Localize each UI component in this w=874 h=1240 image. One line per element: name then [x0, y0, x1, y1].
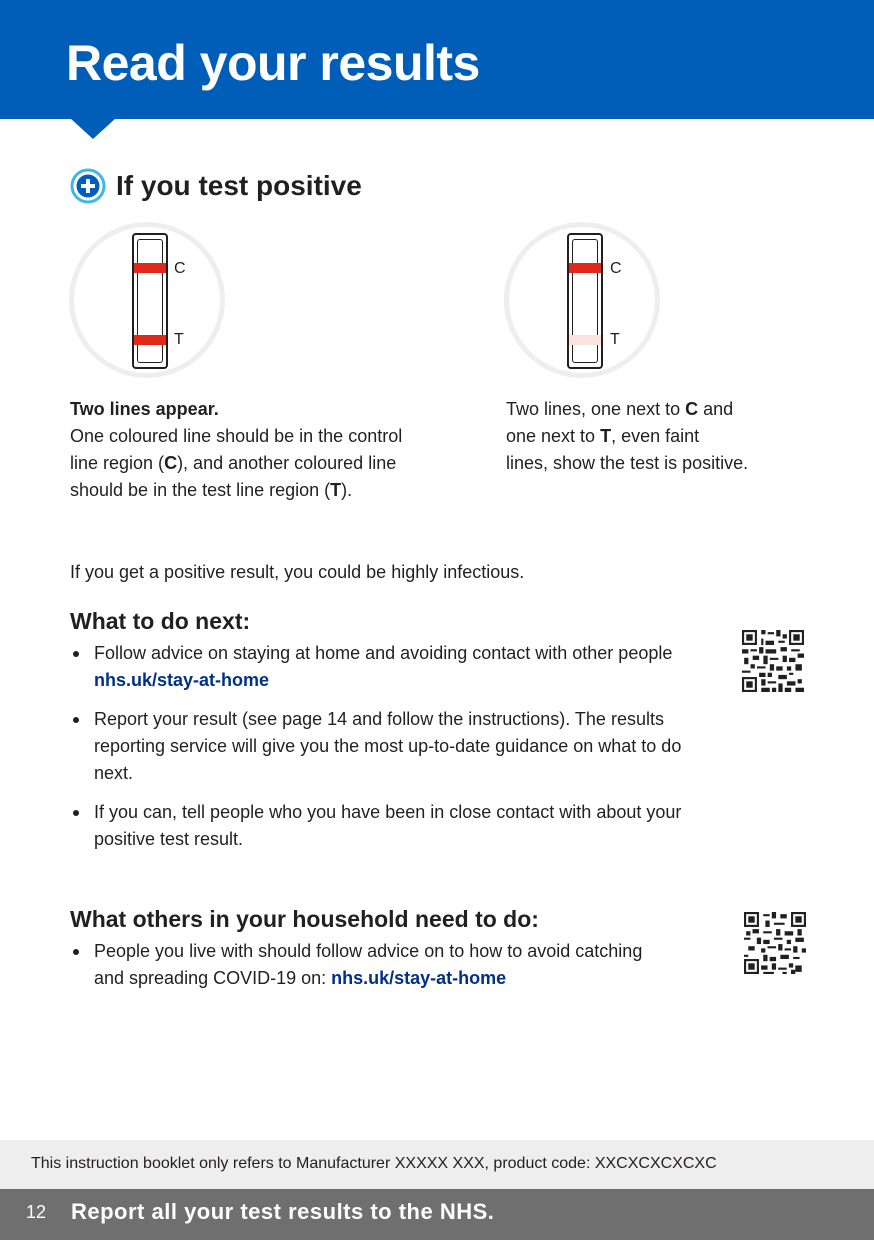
next-steps-list	[70, 640, 690, 865]
caption-line: lines, show the test is positive.	[506, 453, 749, 473]
plus-circle-icon	[70, 168, 106, 204]
test-strip-right	[567, 233, 603, 369]
page-number: 12	[26, 1202, 47, 1222]
test-strip-left	[132, 233, 168, 369]
footer-text: Report all your test results to the NHS.	[71, 1199, 495, 1224]
list-item: Report your result (see page 14 and follow the instructions). The results reporting service will give you the most up-to-date guidance on what to do next.	[70, 706, 690, 787]
disclaimer-text: This instruction booklet only refers to Manufacturer XXXXX XXX, product code: XXCXCXCXCXC	[31, 1155, 717, 1172]
infectious-note: If you get a positive result, you could be highly infectious.	[70, 562, 525, 582]
section-heading	[70, 168, 362, 204]
household-heading: What others in your household need to do:	[70, 906, 539, 932]
test-label: T	[610, 331, 620, 348]
next-steps-heading: What to do next:	[70, 608, 251, 634]
household-list	[70, 938, 650, 1004]
page-title: Read your results	[66, 35, 480, 91]
caption-line: One coloured line should be in the control	[70, 426, 403, 446]
header-pointer	[70, 118, 116, 139]
caption-line: line region (C), and another coloured line	[70, 453, 397, 473]
control-line	[134, 263, 166, 273]
test-label: T	[174, 331, 184, 348]
caption-line: should be in the test line region (T).	[70, 480, 353, 500]
list-item: If you can, tell people who you have been in close contact with about your positive test result.	[70, 799, 690, 853]
test-line	[134, 335, 166, 345]
control-label: C	[174, 260, 186, 277]
control-line	[569, 263, 601, 273]
qr-code-icon[interactable]	[744, 912, 806, 974]
stay-at-home-link[interactable]: nhs.uk/stay-at-home	[94, 670, 270, 690]
page-header	[0, 0, 874, 119]
stay-at-home-link[interactable]: nhs.uk/stay-at-home	[331, 968, 507, 988]
caption-line: Two lines, one next to C and	[506, 399, 734, 419]
caption-left	[70, 396, 470, 504]
section-heading-text: If you test positive	[116, 170, 362, 201]
caption-lead: Two lines appear.	[70, 399, 219, 419]
faint-test-line	[569, 335, 601, 345]
caption-right	[506, 396, 806, 477]
caption-line: one next to T, even faint	[506, 426, 700, 446]
qr-code-icon[interactable]	[742, 630, 804, 692]
list-item: Follow advice on staying at home and avoiding contact with other people nhs.uk/stay-at-home	[70, 640, 690, 694]
control-label: C	[610, 260, 622, 277]
list-item: People you live with should follow advice on to how to avoid catching and spreading COVID-19 on: nhs.uk/stay-at-home	[70, 938, 650, 992]
disclaimer-bar	[0, 1140, 874, 1189]
page-footer	[0, 1189, 874, 1240]
